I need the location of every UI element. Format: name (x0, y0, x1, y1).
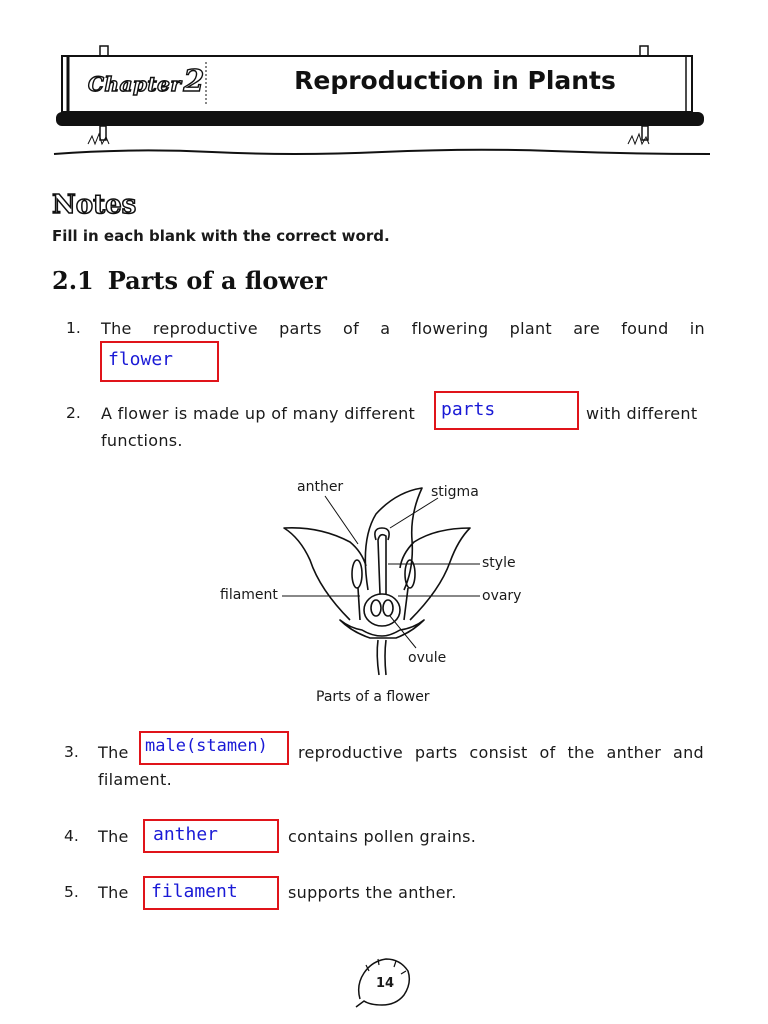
answer-text: anther (153, 824, 219, 845)
chapter-banner (52, 40, 712, 160)
chapter-title: Reproduction in Plants (294, 66, 616, 95)
answer-box-1[interactable] (100, 341, 219, 382)
chapter-word: Chapter (88, 72, 182, 96)
question-text: The (98, 743, 129, 762)
section-number: 2.1 (52, 266, 94, 295)
question-number: 3. (64, 743, 79, 761)
label-style: style (482, 555, 516, 571)
question-number: 2. (66, 404, 81, 422)
notes-heading: Notes (52, 190, 137, 220)
question-text: The (98, 827, 129, 846)
stalk (377, 640, 379, 675)
question-number: 1. (66, 319, 81, 337)
label-filament: filament (220, 587, 278, 603)
right-stamen (404, 588, 408, 620)
answer-text: male(stamen) (145, 736, 268, 756)
question-number: 5. (64, 883, 79, 901)
left-stamen (358, 588, 360, 620)
question-text-after: contains pollen grains. (288, 827, 477, 846)
question-text: The reproductive parts of a flowering plant are found in (101, 319, 705, 338)
left-petal (284, 528, 366, 620)
instruction-text: Fill in each blank with the correct word. (52, 227, 390, 245)
question-text-cont: functions. (101, 431, 183, 450)
section-title-text: Parts of a flower (107, 266, 327, 295)
label-ovary: ovary (482, 588, 522, 604)
question-text-after: reproductive parts consist of the anther and (298, 743, 704, 762)
sepals (340, 620, 424, 638)
middle-petal (365, 488, 422, 590)
chapter-number: 2 (183, 64, 205, 99)
question-text-after: supports the anther. (288, 883, 457, 902)
question-text: A flower is made up of many different (101, 404, 416, 423)
label-ovule: ovule (408, 650, 447, 666)
chapter-label (88, 64, 205, 99)
answer-box-2[interactable] (434, 391, 579, 430)
flower-diagram (200, 470, 560, 685)
answer-box-3[interactable] (139, 731, 289, 765)
question-text: The (98, 883, 129, 902)
answer-text: parts (441, 399, 496, 420)
answer-text: filament (151, 881, 238, 902)
question-text-after: with different (586, 404, 698, 423)
page-number: 14 (376, 976, 395, 991)
section-title (52, 266, 327, 295)
diagram-caption: Parts of a flower (316, 689, 430, 705)
answer-text: flower (108, 349, 174, 370)
label-stigma: stigma (431, 484, 479, 500)
answer-box-5[interactable] (143, 876, 279, 910)
label-anther: anther (297, 479, 344, 495)
style (378, 535, 386, 594)
answer-box-4[interactable] (143, 819, 279, 853)
question-number: 4. (64, 827, 79, 845)
question-text-cont: filament. (98, 770, 172, 789)
right-petal (400, 528, 470, 620)
